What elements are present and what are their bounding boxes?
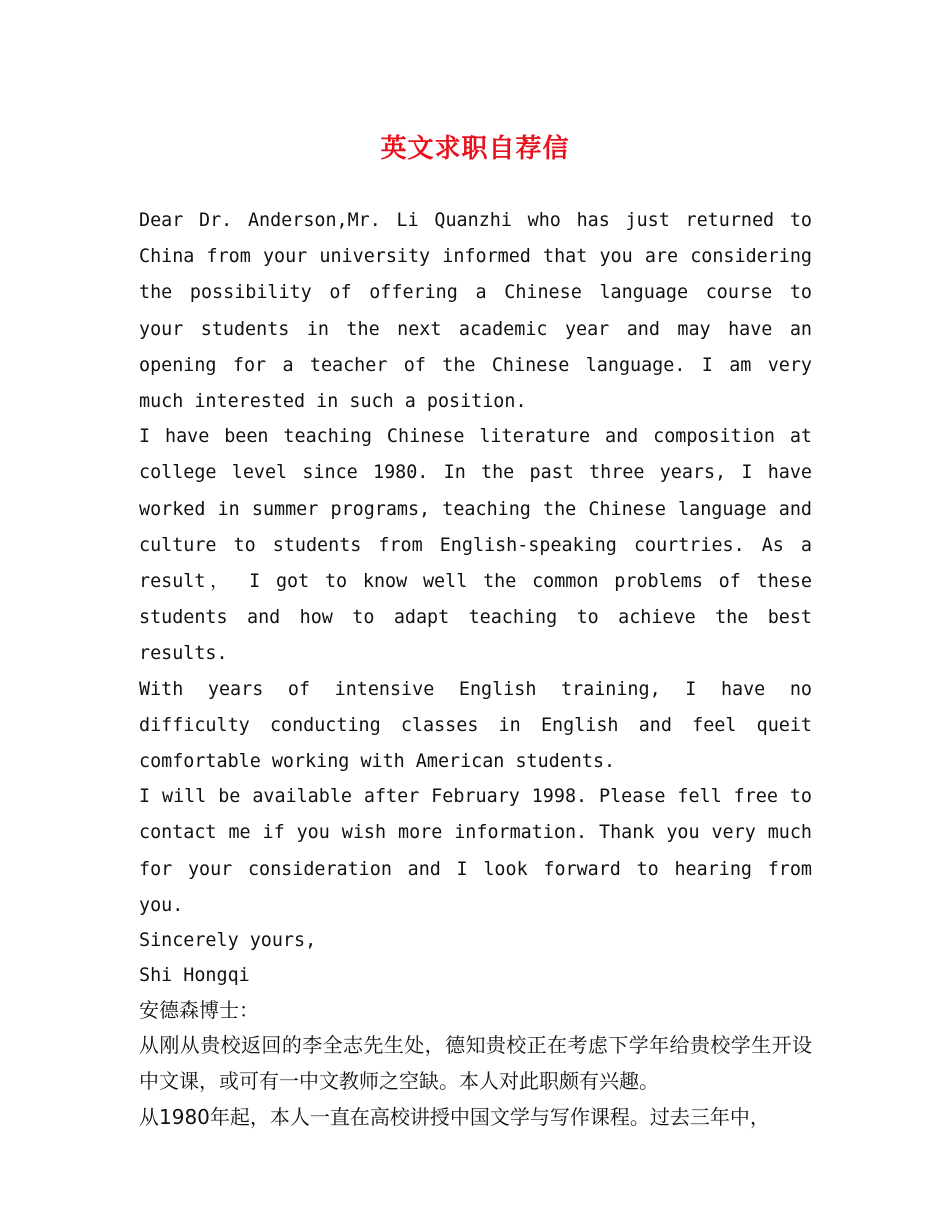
- closing-line: Sincerely yours,: [139, 930, 317, 952]
- document-title: 英文求职自荐信: [380, 134, 570, 164]
- paragraph-zh-2: 从1980年起，本人一直在高校讲授中国文学与写作课程。过去三年中，: [139, 1105, 770, 1130]
- paragraph-en-1: Dear Dr. Anderson,Mr. Li Quanzhi who has just returned to China from your university informed that you are considering the possibility of offering a Chinese language course to your students in the next academic year and may have an opening for a teacher of the Chinese language. I am very much interested in such a position.: [139, 210, 812, 413]
- signature-line: Shi Hongqi: [139, 965, 250, 987]
- paragraph-zh-1: 从刚从贵校返回的李全志先生处，德知贵校正在考虑下学年给贵校学生开设中文课，或可有一中文教师之空缺。本人对此职颇有兴趣。: [139, 1033, 812, 1094]
- letter-body: [139, 203, 812, 1135]
- salutation-zh: 安德森博士：: [139, 998, 259, 1023]
- paragraph-en-3: With years of intensive English training, I have no difficulty conducting classes in English and feel queit comfortable working with American students.: [139, 678, 812, 773]
- paragraph-en-2: I have been teaching Chinese literature and composition at college level since 1980. In the past three years, I have worked in summer programs, teaching the Chinese language and culture to students from English-speaking courtries. As a result， I got to know well the common problems of these students and how to adapt teaching to achieve the best results.: [139, 426, 812, 665]
- paragraph-en-4: I will be available after February 1998. Please fell free to contact me if you wish more information. Thank you very much for your consideration and I look forward to hearing from you.: [139, 786, 812, 916]
